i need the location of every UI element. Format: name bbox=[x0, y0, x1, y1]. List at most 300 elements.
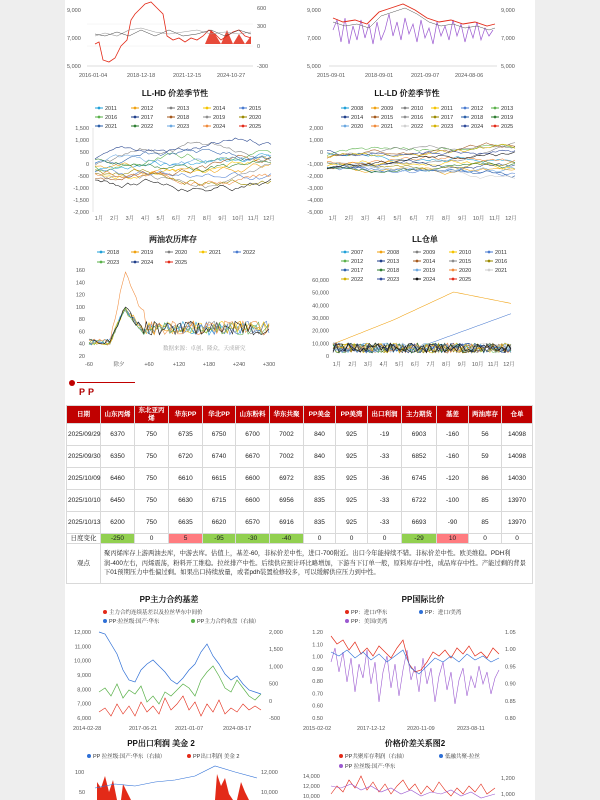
legend-item: 2015 bbox=[249, 106, 262, 112]
value-cell: -160 bbox=[437, 446, 469, 468]
legend-item: 2017 bbox=[351, 268, 364, 274]
legend-item: 2023 bbox=[441, 124, 454, 130]
axis-tick: -1,000 bbox=[73, 186, 89, 192]
axis-tick: 0.70 bbox=[312, 691, 323, 698]
legend-item: 2020 bbox=[175, 250, 188, 256]
axis-tick: 8月 bbox=[442, 362, 451, 368]
chart-ll-warrant bbox=[301, 232, 535, 372]
axis-tick: 3月 bbox=[125, 216, 135, 222]
axis-tick: 10,000 bbox=[74, 658, 91, 665]
table-header-cell: 主力期货 bbox=[402, 406, 437, 424]
axis-tick: -500 bbox=[269, 716, 281, 722]
legend-item: 2023 bbox=[177, 124, 190, 130]
series-line bbox=[95, 151, 271, 172]
value-cell: 56 bbox=[469, 424, 502, 446]
tick: 12,000 bbox=[303, 784, 320, 790]
legend-marker-icon bbox=[494, 107, 497, 110]
value-cell: 6956 bbox=[270, 490, 304, 512]
axis-tick: 60 bbox=[78, 329, 85, 336]
axis-tick: 9月 bbox=[457, 362, 467, 368]
axis-tick: 0 bbox=[325, 354, 329, 360]
table-row bbox=[67, 446, 533, 468]
table-header-cell: 基差 bbox=[437, 406, 469, 424]
change-cell: 5 bbox=[169, 534, 203, 544]
value-cell: -90 bbox=[437, 512, 469, 534]
series-line bbox=[95, 156, 271, 179]
tick: 10,000 bbox=[261, 790, 278, 796]
chart-pp-export-profit bbox=[65, 736, 299, 800]
axis-tick: 20,000 bbox=[312, 328, 329, 335]
tick: 2021-01-07 bbox=[175, 726, 204, 732]
legend-item: 2015 bbox=[459, 259, 472, 265]
axis-tick: 40,000 bbox=[312, 303, 329, 310]
table-header-cell: 出口利润 bbox=[368, 406, 402, 424]
value-cell: -33 bbox=[368, 490, 402, 512]
axis-tick: -1,000 bbox=[307, 162, 323, 168]
axis-tick: -60 bbox=[85, 362, 93, 368]
axis-tick: 12月 bbox=[503, 362, 515, 368]
value-cell: -100 bbox=[437, 490, 469, 512]
legend-marker-icon bbox=[134, 251, 137, 254]
axis-tick: 120 bbox=[75, 292, 85, 299]
chart-pp-basis bbox=[65, 592, 299, 734]
axis-tick: 4月 bbox=[141, 216, 150, 222]
legend-item: 主力合约连续基差以及拉丝华东中间价 bbox=[109, 610, 203, 616]
axis-tick: 1,500 bbox=[75, 126, 89, 132]
legend-marker-icon bbox=[374, 116, 377, 119]
legend-marker-icon bbox=[488, 251, 491, 254]
series-line bbox=[327, 167, 515, 176]
legend-marker-icon bbox=[168, 261, 171, 264]
legend-marker-icon bbox=[206, 107, 209, 110]
value-cell: 925 bbox=[336, 446, 368, 468]
value-cell: -19 bbox=[368, 424, 402, 446]
axis-tick: 8月 bbox=[202, 216, 212, 222]
view-text: 聚丙烯库存上游两油去库，中游去库。估值上，基差-60，非标价差中性，进口-700附近。出口今年能持续不错。非标价差中性。欧美维稳。PDH利润-400左右，丙烯震荡，粉料开工维稳。拉丝排产中性。后续供应预计环比略增加，下游当下订单一般，原料库存中性，成品库存中性。产能过剩的背景下01预期压力中性偏过剩。如果出口持续放量，或者pdh装置检修较多，可以缓解供应压力到中性。 bbox=[101, 544, 533, 584]
tick: 7,000 bbox=[67, 36, 81, 42]
legend-item: 2007 bbox=[351, 250, 364, 256]
series-line bbox=[89, 272, 269, 345]
legend-item: 2022 bbox=[243, 250, 256, 256]
legend-marker-icon bbox=[98, 125, 101, 128]
axis-tick: 1.10 bbox=[312, 642, 323, 649]
date-cell: 2025/10/09 bbox=[67, 468, 101, 490]
value-cell: 6615 bbox=[203, 468, 236, 490]
chart-title: PP出口利润 美金 2 bbox=[127, 739, 195, 748]
axis-tick: 0.50 bbox=[312, 716, 323, 722]
legend-marker-icon bbox=[344, 107, 347, 110]
axis-tick: 8,000 bbox=[77, 687, 91, 694]
change-cell: 0 bbox=[336, 534, 368, 544]
chart-title: LL仓单 bbox=[412, 235, 438, 244]
legend-marker-icon bbox=[100, 261, 103, 264]
value-cell: 6916 bbox=[270, 512, 304, 534]
value-cell: 59 bbox=[469, 446, 502, 468]
legend-marker-icon bbox=[236, 251, 239, 254]
tick: 9,000 bbox=[501, 8, 515, 14]
legend-item: 2011 bbox=[495, 250, 507, 256]
axis-tick: 0.60 bbox=[312, 703, 323, 710]
change-cell: 0 bbox=[469, 534, 502, 544]
value-cell: 6600 bbox=[236, 468, 270, 490]
table-header-cell: 华东共聚 bbox=[270, 406, 304, 424]
legend-marker-icon bbox=[452, 269, 455, 272]
axis-tick: 2,000 bbox=[309, 126, 323, 132]
legend-marker-icon bbox=[464, 116, 467, 119]
tick: 7,000 bbox=[501, 36, 515, 42]
legend-item: 2008 bbox=[351, 106, 364, 112]
value-cell: 13970 bbox=[502, 490, 533, 512]
axis-tick: -2,000 bbox=[73, 210, 89, 216]
axis-tick: 5月 bbox=[395, 362, 404, 368]
legend-marker-icon bbox=[187, 754, 191, 758]
axis-tick: 1,000 bbox=[309, 138, 323, 144]
legend-item: 2024 bbox=[213, 124, 226, 130]
value-cell: 85 bbox=[469, 490, 502, 512]
legend-marker-icon bbox=[380, 278, 383, 281]
value-cell: 6460 bbox=[101, 468, 135, 490]
legend-item: 2017 bbox=[441, 115, 454, 121]
value-cell: 750 bbox=[135, 446, 169, 468]
axis-tick: 500 bbox=[79, 150, 89, 156]
legend-item: 2021 bbox=[105, 124, 118, 130]
chart-pp-price-spread bbox=[301, 736, 535, 800]
legend-item: 2010 bbox=[459, 250, 472, 256]
value-cell: 6700 bbox=[236, 424, 270, 446]
axis-tick: 11月 bbox=[247, 216, 260, 222]
value-cell: 925 bbox=[336, 512, 368, 534]
axis-tick: 0 bbox=[319, 150, 323, 156]
axis-tick: 0.90 bbox=[505, 681, 516, 688]
chart-ll-ld-seasonal bbox=[301, 86, 535, 226]
legend-marker-icon bbox=[434, 116, 437, 119]
legend-marker-icon bbox=[494, 125, 497, 128]
tick: 100 bbox=[75, 770, 85, 776]
axis-tick: 1月 bbox=[328, 216, 338, 222]
legend-marker-icon bbox=[134, 116, 137, 119]
axis-tick: 60,000 bbox=[312, 278, 329, 284]
tick: 9,000 bbox=[67, 8, 81, 14]
change-cell: -29 bbox=[402, 534, 437, 544]
axis-tick: 2月 bbox=[344, 216, 354, 222]
tick: 2023-08-11 bbox=[457, 726, 485, 732]
series-line bbox=[95, 171, 271, 186]
pp-price-table bbox=[66, 405, 533, 584]
tick: 2021-12-15 bbox=[173, 73, 202, 79]
chart-top-right bbox=[303, 0, 533, 80]
legend-item: 2018 bbox=[471, 115, 484, 121]
legend-marker-icon bbox=[134, 125, 137, 128]
tick: 600 bbox=[257, 6, 267, 12]
value-cell: -36 bbox=[368, 468, 402, 490]
axis-tick: -500 bbox=[77, 174, 89, 180]
legend-item: 2014 bbox=[351, 115, 364, 121]
axis-tick: 0 bbox=[269, 698, 273, 705]
legend-item: 2014 bbox=[213, 106, 226, 112]
tick: 2021-09-07 bbox=[411, 73, 440, 79]
legend-marker-icon bbox=[339, 764, 343, 768]
value-cell: 6852 bbox=[402, 446, 437, 468]
legend-item: 2011 bbox=[105, 106, 117, 112]
legend-marker-icon bbox=[134, 107, 137, 110]
axis-tick: 500 bbox=[269, 681, 279, 688]
axis-tick: 0 bbox=[85, 162, 89, 168]
legend-marker-icon bbox=[206, 125, 209, 128]
legend-item: 2023 bbox=[107, 260, 120, 266]
tick: 2024-10-27 bbox=[217, 73, 246, 79]
value-cell: 750 bbox=[135, 468, 169, 490]
value-cell: 6722 bbox=[402, 490, 437, 512]
legend-item: PP 拉丝级:国产:华东（右轴） bbox=[93, 754, 166, 760]
report-page bbox=[65, 0, 535, 800]
legend-marker-icon bbox=[344, 269, 347, 272]
series-line bbox=[333, 292, 511, 344]
value-cell: 6370 bbox=[101, 424, 135, 446]
tick: 10,000 bbox=[303, 794, 320, 800]
axis-tick: 12月 bbox=[505, 216, 517, 222]
change-cell: -40 bbox=[270, 534, 304, 544]
axis-tick: 2月 bbox=[110, 216, 119, 222]
axis-tick: 0.95 bbox=[505, 664, 516, 671]
legend-marker-icon bbox=[339, 754, 343, 758]
date-cell: 2025/09/29 bbox=[67, 424, 101, 446]
legend-marker-icon bbox=[416, 251, 419, 254]
table-header-cell: 山东丙烯 bbox=[101, 406, 135, 424]
value-cell: 925 bbox=[336, 490, 368, 512]
tick: 1,200 bbox=[501, 776, 515, 782]
legend-item: 2024 bbox=[471, 124, 484, 130]
legend-item: 2012 bbox=[141, 106, 154, 112]
legend-marker-icon bbox=[434, 107, 437, 110]
legend-marker-icon bbox=[488, 260, 491, 263]
axis-tick: 4月 bbox=[379, 362, 389, 368]
tick: 50 bbox=[79, 790, 86, 796]
value-cell: 13970 bbox=[502, 512, 533, 534]
legend-item: 2025 bbox=[249, 124, 262, 130]
legend-marker-icon bbox=[168, 251, 171, 254]
legend-item: 2019 bbox=[423, 268, 436, 274]
axis-tick: 5月 bbox=[393, 216, 403, 222]
axis-tick: 0.80 bbox=[505, 716, 516, 722]
section-header-pp bbox=[65, 378, 535, 398]
axis-tick: 3月 bbox=[361, 216, 370, 222]
tick: 2015-09-01 bbox=[317, 73, 346, 79]
axis-tick: 160 bbox=[75, 268, 85, 274]
value-cell: 6620 bbox=[203, 512, 236, 534]
value-cell: 750 bbox=[135, 424, 169, 446]
table-header-row bbox=[67, 406, 533, 424]
legend-marker-icon bbox=[380, 269, 383, 272]
value-cell: -160 bbox=[437, 424, 469, 446]
axis-tick: +180 bbox=[202, 362, 216, 368]
legend-item: 2024 bbox=[141, 260, 154, 266]
table-header-cell: 两油库存 bbox=[469, 406, 502, 424]
axis-tick: +300 bbox=[262, 362, 276, 368]
value-cell: 835 bbox=[304, 468, 336, 490]
legend-item: 2017 bbox=[141, 115, 154, 121]
tick: 1,000 bbox=[501, 792, 515, 798]
value-cell: 835 bbox=[304, 512, 336, 534]
axis-tick: 30,000 bbox=[312, 316, 329, 322]
value-cell: 14098 bbox=[502, 424, 533, 446]
view-label: 观点 bbox=[67, 544, 101, 584]
tick: 0 bbox=[257, 44, 261, 50]
legend-item: 2019 bbox=[141, 250, 154, 256]
tick: 5,000 bbox=[67, 64, 81, 70]
value-cell: 6750 bbox=[203, 424, 236, 446]
legend-marker-icon bbox=[202, 251, 205, 254]
legend-marker-icon bbox=[374, 107, 377, 110]
tick: 9,000 bbox=[307, 8, 321, 14]
legend-marker-icon bbox=[380, 251, 383, 254]
legend-item: 2025 bbox=[501, 124, 514, 130]
value-cell: -33 bbox=[368, 512, 402, 534]
axis-tick: -4,000 bbox=[307, 198, 323, 204]
table-header-cell: 华北PP bbox=[203, 406, 236, 424]
legend-marker-icon bbox=[170, 107, 173, 110]
legend-item: 2020 bbox=[249, 115, 262, 121]
axis-tick: 0.80 bbox=[312, 679, 323, 686]
value-cell: 6570 bbox=[236, 512, 270, 534]
legend-marker-icon bbox=[419, 610, 423, 614]
value-cell: 840 bbox=[304, 424, 336, 446]
value-cell: -120 bbox=[437, 468, 469, 490]
legend-item: 2009 bbox=[381, 106, 394, 112]
section-dot-icon bbox=[69, 380, 75, 386]
axis-tick: 2月 bbox=[348, 362, 357, 368]
legend-item: 2009 bbox=[423, 250, 436, 256]
legend-marker-icon bbox=[374, 125, 377, 128]
axis-tick: 5月 bbox=[156, 216, 166, 222]
legend-marker-icon bbox=[404, 116, 407, 119]
table-header-cell: 日期 bbox=[67, 406, 101, 424]
section-title: PP bbox=[79, 387, 98, 397]
legend-item: 2013 bbox=[177, 106, 190, 112]
legend-marker-icon bbox=[344, 278, 347, 281]
legend-marker-icon bbox=[344, 260, 347, 263]
axis-tick: 10月 bbox=[472, 216, 485, 222]
tick: 2015-02-02 bbox=[303, 726, 332, 732]
value-cell: 6630 bbox=[169, 490, 203, 512]
change-cell: -95 bbox=[203, 534, 236, 544]
value-cell: 6720 bbox=[169, 446, 203, 468]
axis-tick: +60 bbox=[144, 362, 154, 368]
legend-marker-icon bbox=[345, 619, 349, 623]
legend-marker-icon bbox=[242, 116, 245, 119]
legend-item: PP:拉丝级:国产:华东 bbox=[109, 619, 160, 625]
legend-marker-icon bbox=[464, 125, 467, 128]
value-cell: 750 bbox=[135, 512, 169, 534]
legend-marker-icon bbox=[464, 107, 467, 110]
legend-marker-icon bbox=[488, 269, 491, 272]
legend-marker-icon bbox=[170, 116, 173, 119]
axis-tick: 7月 bbox=[426, 362, 436, 368]
value-cell: 6610 bbox=[169, 468, 203, 490]
legend-marker-icon bbox=[345, 610, 349, 614]
axis-tick: 6月 bbox=[410, 362, 420, 368]
change-cell: 0 bbox=[368, 534, 402, 544]
value-cell: 7002 bbox=[270, 446, 304, 468]
section-divider bbox=[77, 382, 135, 383]
axis-tick: 9月 bbox=[458, 216, 467, 222]
legend-marker-icon bbox=[416, 278, 419, 281]
change-cell: -250 bbox=[101, 534, 135, 544]
tick: 7,000 bbox=[307, 36, 321, 42]
legend-item: PP：进口/美湾 bbox=[425, 610, 462, 616]
change-row bbox=[67, 534, 533, 544]
chart-title: 价格价差关系图2 bbox=[384, 739, 446, 748]
legend-item: 2015 bbox=[381, 115, 394, 121]
legend-marker-icon bbox=[87, 754, 91, 758]
legend-marker-icon bbox=[170, 125, 173, 128]
value-cell: 6972 bbox=[270, 468, 304, 490]
legend-item: 2023 bbox=[387, 277, 400, 283]
series-line bbox=[327, 166, 515, 178]
chart-pp-international bbox=[301, 592, 535, 734]
chart-title: 两油农历库存 bbox=[149, 235, 197, 244]
value-cell: 6600 bbox=[236, 490, 270, 512]
legend-item: 2013 bbox=[387, 259, 400, 265]
tick: 2016-01-04 bbox=[79, 73, 108, 79]
tick: 14,000 bbox=[303, 774, 320, 780]
legend-item: 2022 bbox=[411, 124, 424, 130]
tick: 2018-12-18 bbox=[127, 73, 156, 79]
axis-tick: 11月 bbox=[489, 216, 501, 222]
legend-marker-icon bbox=[404, 107, 407, 110]
axis-tick: 12,000 bbox=[74, 630, 91, 636]
axis-tick: 50,000 bbox=[312, 290, 329, 297]
tick: 2020-11-09 bbox=[407, 726, 435, 732]
axis-tick: 2,000 bbox=[269, 630, 283, 636]
legend-marker-icon bbox=[416, 269, 419, 272]
series-line bbox=[95, 179, 271, 192]
date-cell: 2025/10/13 bbox=[67, 512, 101, 534]
table-row bbox=[67, 490, 533, 512]
value-cell: 925 bbox=[336, 424, 368, 446]
axis-tick: 10月 bbox=[471, 362, 484, 368]
legend-marker-icon bbox=[100, 251, 103, 254]
value-cell: 925 bbox=[336, 468, 368, 490]
axis-tick: 1.00 bbox=[505, 647, 516, 654]
tick: -300 bbox=[257, 64, 269, 70]
axis-tick: 7,000 bbox=[77, 701, 91, 708]
tick: 2017-12-12 bbox=[357, 726, 386, 732]
legend-marker-icon bbox=[206, 116, 209, 119]
legend-item: 2024 bbox=[423, 277, 436, 283]
tick: 12,000 bbox=[261, 770, 278, 776]
legend-marker-icon bbox=[452, 278, 455, 281]
legend-item: 2019 bbox=[501, 115, 514, 121]
value-cell: 6450 bbox=[101, 490, 135, 512]
tick: 5,000 bbox=[307, 64, 321, 70]
value-cell: 14030 bbox=[502, 468, 533, 490]
chart-title: PP主力合约基差 bbox=[139, 595, 199, 604]
axis-tick: 11,000 bbox=[74, 644, 91, 651]
value-cell: 6715 bbox=[203, 490, 236, 512]
axis-tick: 12月 bbox=[263, 216, 275, 222]
change-cell: -30 bbox=[236, 534, 270, 544]
axis-tick: -5,000 bbox=[307, 210, 323, 216]
table-header-cell: PP美金 bbox=[304, 406, 336, 424]
value-cell: 6903 bbox=[402, 424, 437, 446]
legend-item: PP共聚库存利润（右轴） bbox=[345, 754, 408, 760]
legend-item: 2020 bbox=[351, 124, 364, 130]
legend-item: 2012 bbox=[471, 106, 484, 112]
legend-marker-icon bbox=[103, 619, 107, 623]
table-row bbox=[67, 424, 533, 446]
legend-marker-icon bbox=[416, 260, 419, 263]
change-cell: 0 bbox=[502, 534, 533, 544]
